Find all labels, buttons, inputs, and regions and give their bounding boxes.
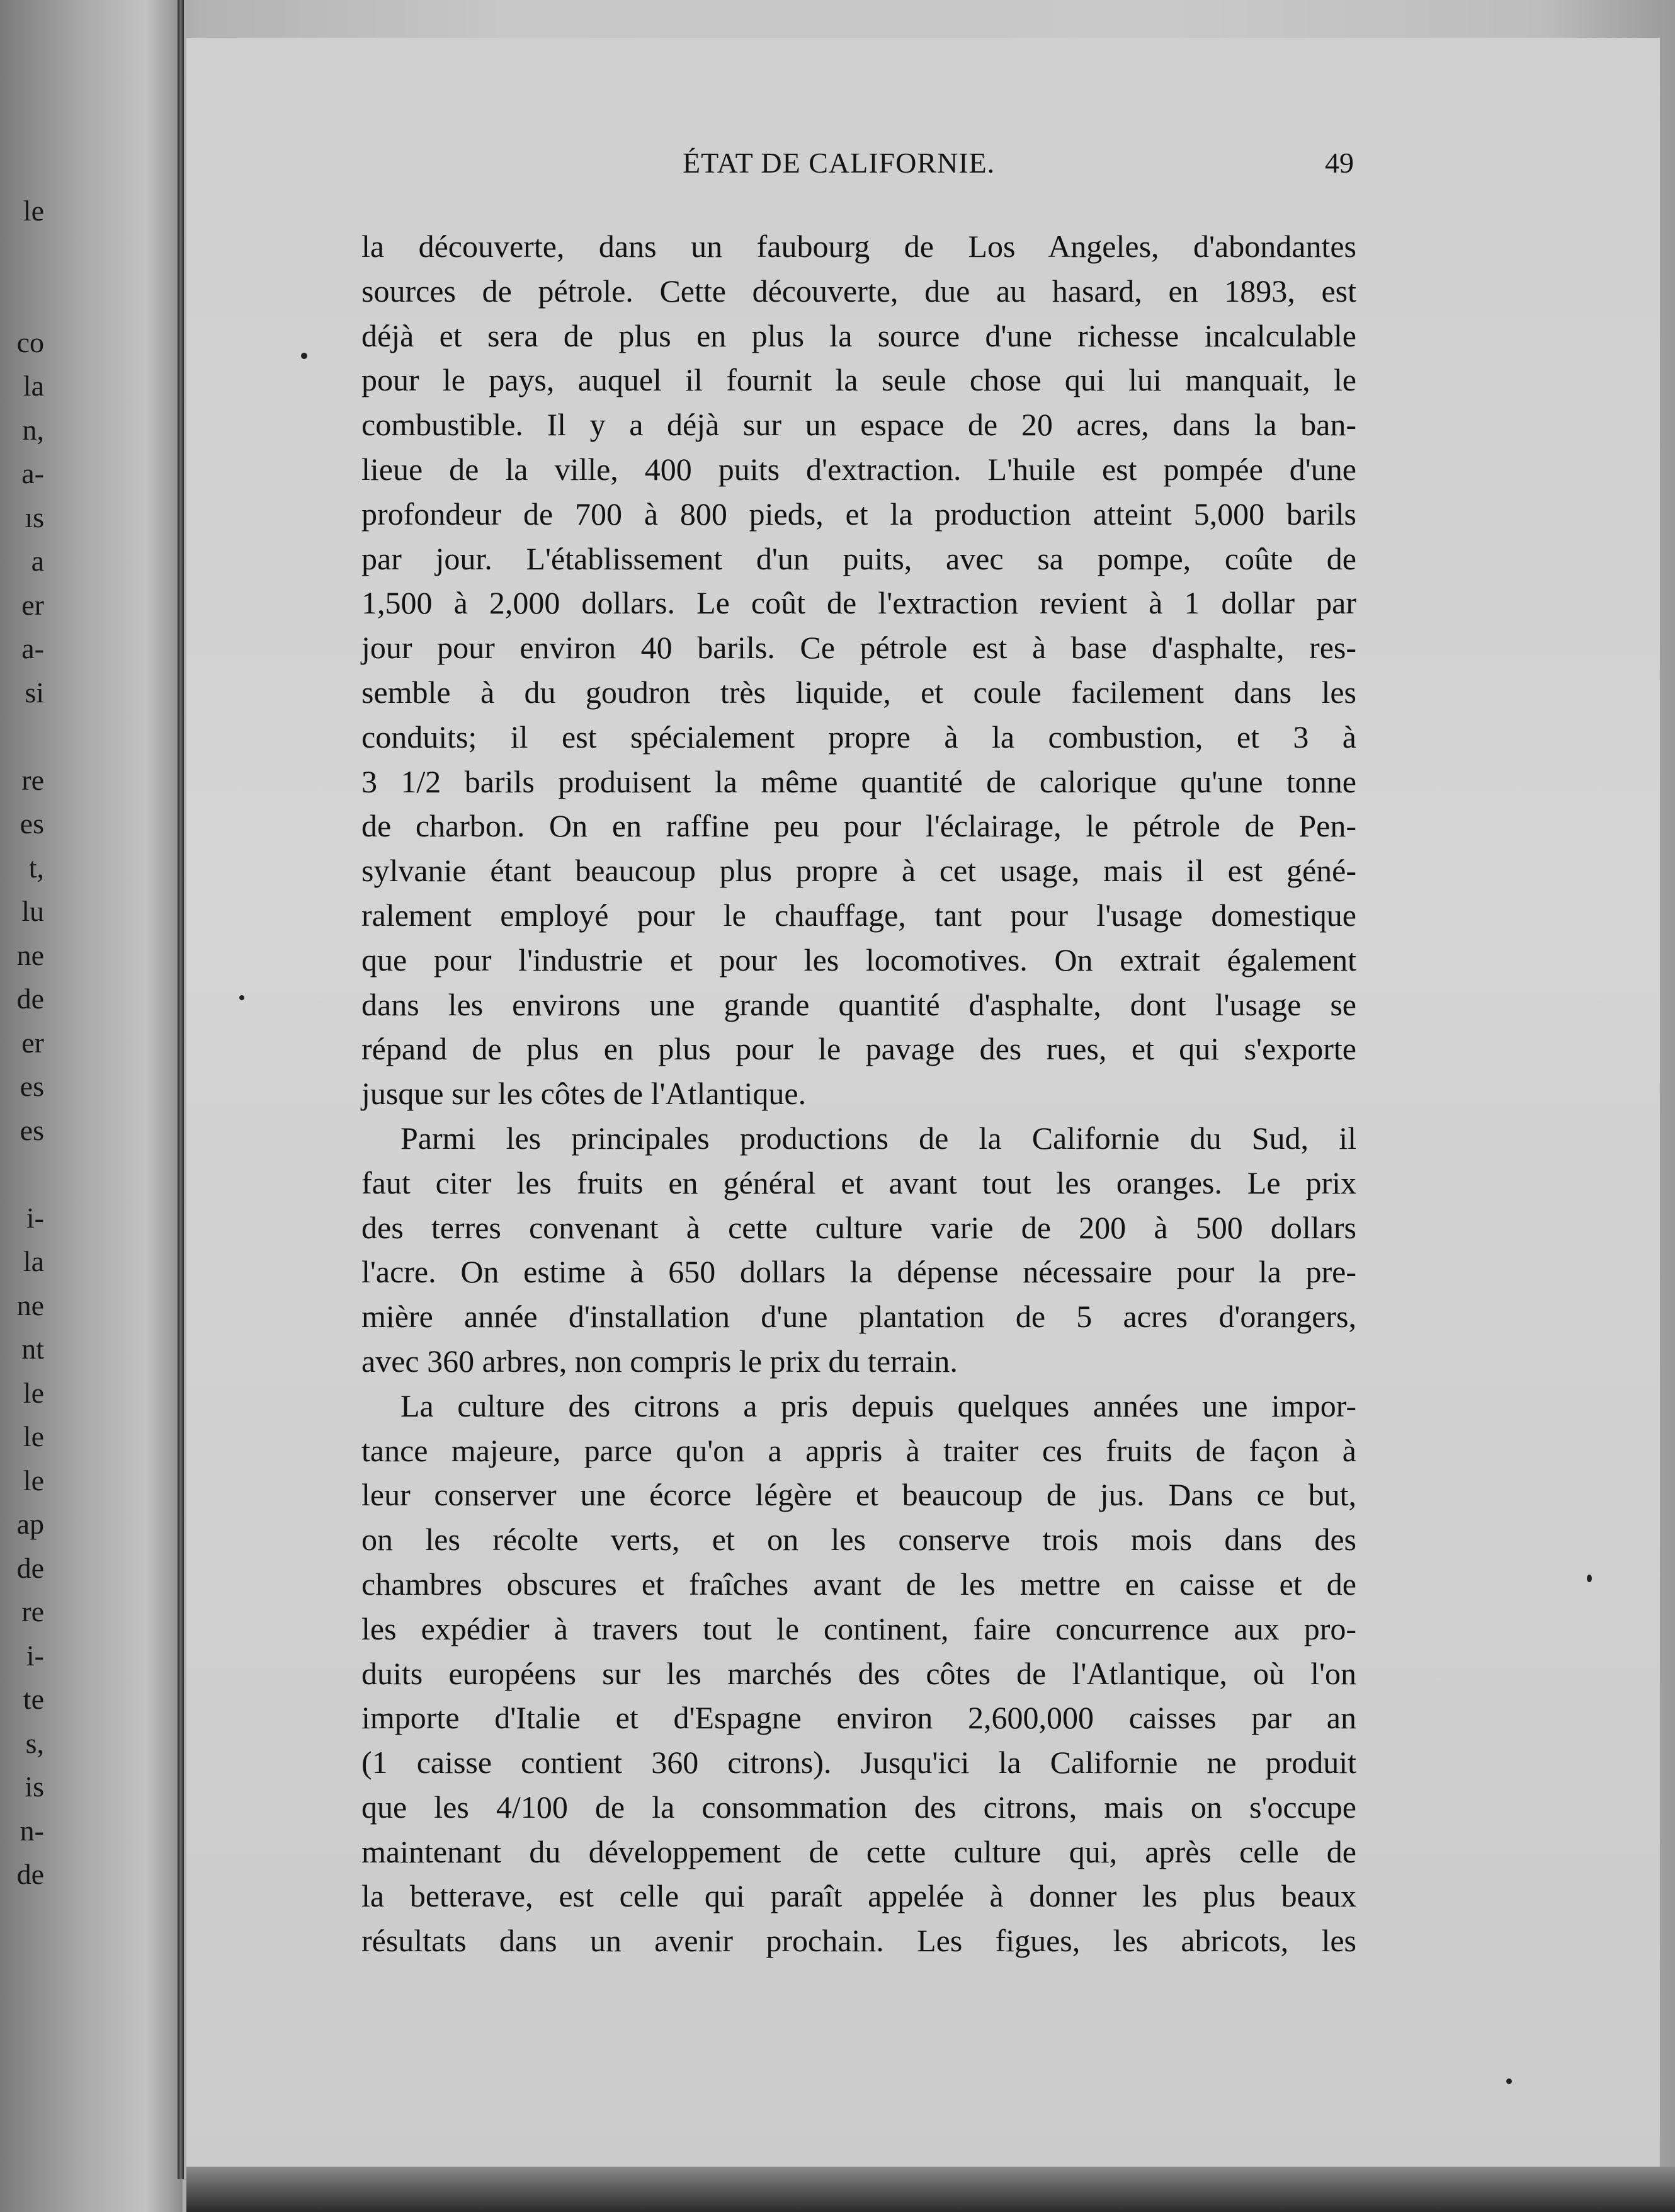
- fragment: le: [23, 1420, 44, 1452]
- fragment: ap: [16, 1508, 44, 1540]
- fragment: le: [23, 1376, 44, 1409]
- fragment: ne: [16, 1289, 44, 1321]
- text-line: combustible. Il y a déjà sur un espace de 20 acres, dans la ban-: [361, 407, 1356, 443]
- text-line: des terres convenant à cette culture varie de 200 à 500 dollars: [361, 1209, 1356, 1245]
- text-line: lieue de la ville, 400 puits d'extraction. L'huile est pompée d'une: [361, 451, 1356, 487]
- text-line: conduits; il est spécialement propre à la combustion, et 3 à: [361, 719, 1356, 755]
- fragment: ıs: [25, 501, 44, 533]
- scan-speck: [1587, 1575, 1592, 1582]
- text-line: pour le pays, auquel il fournit la seule chose qui lui manquait, le: [361, 362, 1356, 398]
- fragment: la: [23, 370, 44, 402]
- text-line: chambres obscures et fraîches avant de les mettre en caisse et de: [361, 1566, 1356, 1602]
- fragment: s,: [25, 1726, 44, 1759]
- text-line: Parmi les principales productions de la Californie du Sud, il: [400, 1120, 1356, 1156]
- fragment: le: [23, 195, 44, 227]
- fragment: es: [20, 1070, 44, 1102]
- facing-page-edge: [0, 0, 183, 2212]
- text-line: on les récolte verts, et on les conserve trois mois dans des: [361, 1522, 1356, 1558]
- text-line: duits européens sur les marchés des côtes de l'Atlantique, où l'on: [361, 1655, 1356, 1691]
- text-line: ralement employé pour le chauffage, tant pour l'usage domestique: [361, 897, 1356, 933]
- text-line: dans les environs une grande quantité d'asphalte, dont l'usage se: [361, 986, 1356, 1022]
- text-line: les expédier à travers tout le continent, faire concurrence aux pro-: [361, 1611, 1356, 1646]
- gutter-shadow: [178, 0, 184, 2179]
- fragment: er: [21, 1026, 44, 1059]
- fragment: la: [23, 1245, 44, 1277]
- fragment: [0, 714, 44, 758]
- fragment: te: [23, 1683, 44, 1715]
- fragment: a-: [21, 632, 44, 664]
- fragment: re: [21, 1595, 44, 1628]
- scan-speck: [1506, 2078, 1512, 2084]
- text-line: leur conserver une écorce légère et beaucoup de jus. Dans ce but,: [361, 1477, 1356, 1513]
- fragment: de: [16, 983, 44, 1015]
- text-line: 1,500 à 2,000 dollars. Le coût de l'extraction revient à 1 dollar par: [361, 585, 1356, 621]
- body-text: [361, 224, 1356, 1963]
- text-line: jusque sur les côtes de l'Atlantique.: [361, 1076, 807, 1112]
- text-line: profondeur de 700 à 800 pieds, et la production atteint 5,000 barils: [361, 496, 1356, 532]
- page-number: 49: [1325, 147, 1354, 179]
- text-line: que les 4/100 de la consommation des citrons, mais on s'occupe: [361, 1789, 1356, 1825]
- page-header: [361, 146, 1354, 190]
- text-line: semble à du goudron très liquide, et coule facilement dans les: [361, 674, 1356, 710]
- fragment: lu: [21, 895, 44, 927]
- fragment: [0, 1152, 44, 1196]
- text-line: mière année d'installation d'une plantation de 5 acres d'orangers,: [361, 1299, 1356, 1335]
- scan-speck: [301, 353, 307, 359]
- fragment: a: [31, 545, 44, 577]
- text-line: avec 360 arbres, non compris le prix du terrain.: [361, 1343, 958, 1379]
- fragment: t,: [28, 851, 44, 884]
- text-line: répand de plus en plus pour le pavage des rues, et qui s'exporte: [361, 1031, 1356, 1067]
- text-line: de charbon. On en raffine peu pour l'éclairage, le pétrole de Pen-: [361, 808, 1356, 844]
- text-line: tance majeure, parce qu'on a appris à traiter ces fruits de façon à: [361, 1432, 1356, 1468]
- text-line: résultats dans un avenir prochain. Les figues, les abricots, les: [361, 1923, 1356, 1959]
- text-line: faut citer les fruits en général et avant tout les oranges. Le prix: [361, 1165, 1356, 1200]
- fragment: es: [20, 807, 44, 840]
- fragment: n-: [20, 1814, 44, 1847]
- text-line: La culture des citrons a pris depuis quelques années une impor-: [400, 1388, 1356, 1423]
- fragment: ne: [16, 938, 44, 971]
- page-bottom-shadow: [186, 2167, 1675, 2212]
- fragment: de: [16, 1858, 44, 1890]
- text-line: déjà et sera de plus en plus la source d'une richesse incalculable: [361, 317, 1356, 353]
- text-line: 3 1/2 barils produisent la même quantité de calorique qu'une tonne: [361, 763, 1356, 799]
- text-line: (1 caisse contient 360 citrons). Jusqu'ici la Californie ne produit: [361, 1745, 1356, 1781]
- fragment: is: [25, 1770, 44, 1803]
- fragment: a-: [21, 457, 44, 489]
- scan-speck: [239, 995, 244, 1000]
- text-line: l'acre. On estime à 650 dollars la dépense nécessaire pour la pre-: [361, 1254, 1356, 1290]
- fragment: de: [16, 1551, 44, 1584]
- text-line: sylvanie étant beaucoup plus propre à cet usage, mais il est géné-: [361, 853, 1356, 889]
- fragment: er: [21, 588, 44, 621]
- fragment: re: [21, 763, 44, 796]
- fragment: [0, 233, 44, 277]
- fragment: le: [23, 1464, 44, 1497]
- text-line: importe d'Italie et d'Espagne environ 2,600,000 caisses par an: [361, 1700, 1356, 1736]
- text-line: maintenant du développement de cette culture qui, après celle de: [361, 1833, 1356, 1869]
- fragment: co: [16, 326, 44, 358]
- text-line: la découverte, dans un faubourg de Los Angeles, d'abondantes: [361, 229, 1356, 264]
- fragment: i-: [26, 1201, 44, 1234]
- text-line: jour pour environ 40 barils. Ce pétrole est à base d'asphalte, res-: [361, 630, 1356, 666]
- text-line: la betterave, est celle qui paraît appelée à donner les plus beaux: [361, 1878, 1356, 1914]
- text-line: par jour. L'établissement d'un puits, avec sa pompe, coûte de: [361, 540, 1356, 576]
- fragment: si: [25, 676, 44, 709]
- fragment: [0, 276, 44, 321]
- fragment: nt: [21, 1333, 44, 1365]
- text-line: sources de pétrole. Cette découverte, due au hasard, en 1893, est: [361, 273, 1356, 309]
- text-line: que pour l'industrie et pour les locomotives. On extrait également: [361, 942, 1356, 978]
- fragment: i-: [26, 1639, 44, 1672]
- fragment: es: [20, 1114, 44, 1146]
- facing-page-fragments: [0, 189, 44, 1896]
- fragment: n,: [22, 413, 44, 446]
- running-head: ÉTAT DE CALIFORNIE.: [683, 147, 996, 179]
